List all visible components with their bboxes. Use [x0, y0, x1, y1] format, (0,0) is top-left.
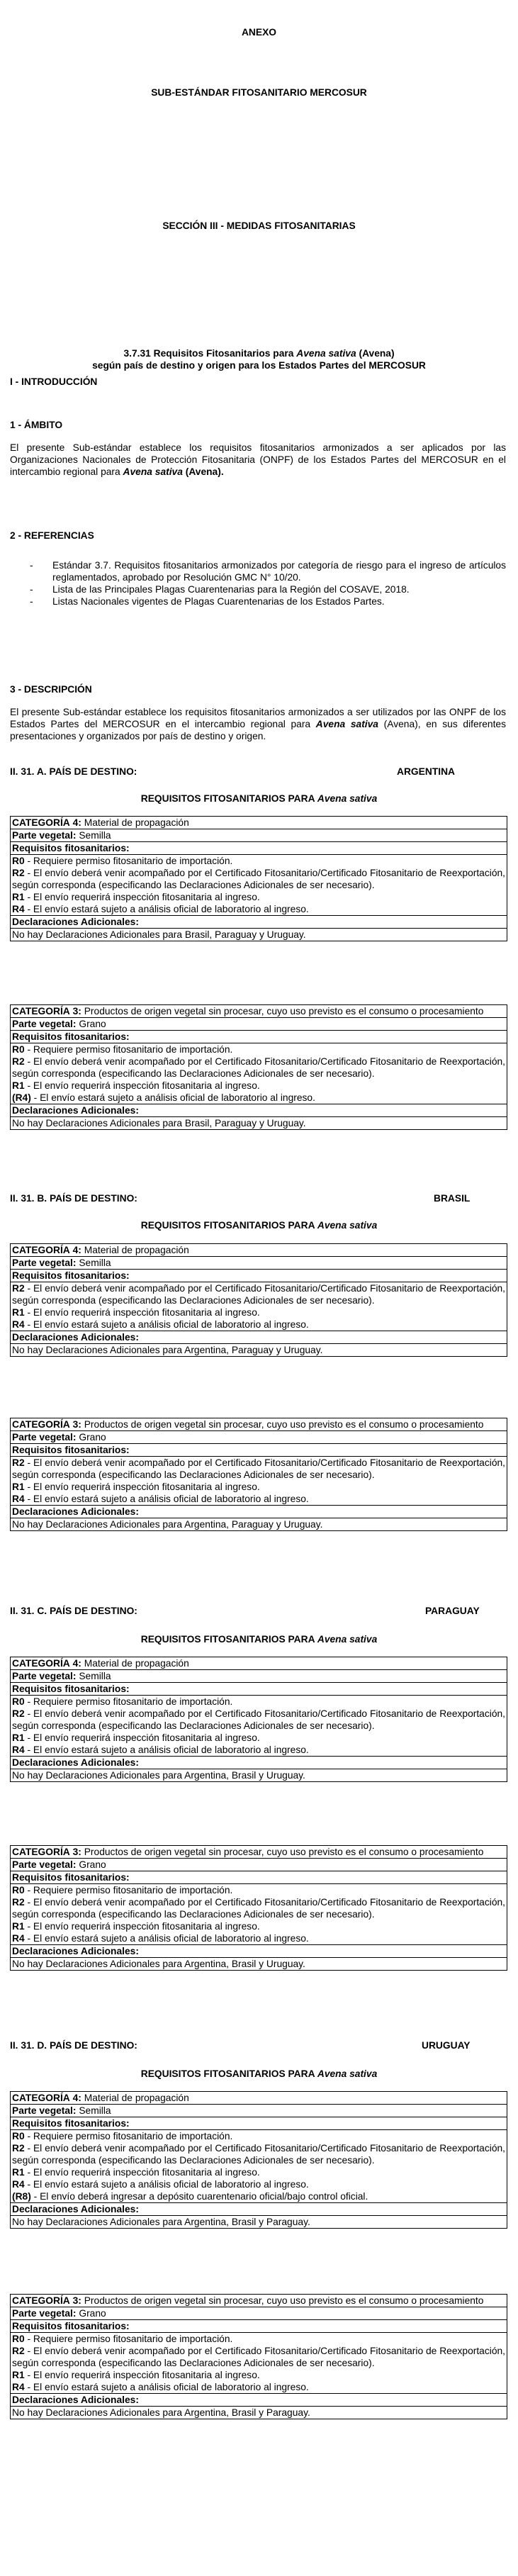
plant-part-label: Parte vegetal: — [12, 1432, 77, 1443]
plant-part-label: Parte vegetal: — [12, 830, 77, 841]
list-item — [12, 1282, 505, 1306]
descripcion-heading: 3 - DESCRIPCIÓN — [10, 684, 92, 695]
additional-declarations-label-row — [11, 916, 507, 929]
additional-declarations-label: Declaraciones Adicionales: — [12, 1332, 139, 1343]
category-number: 3: — [72, 1419, 81, 1430]
requirement-text: - El envío deberá venir acompañado por el Certificado Fitosanitario/Certificado Fitosanitario de Reexportación, según corresponda (especificando las Declaraciones Adicionales de ser necesario). — [12, 1897, 505, 1920]
requirement-code: R2 — [12, 2143, 25, 2154]
anexo-heading: ANEXO — [241, 27, 277, 38]
plant-part-row — [11, 1670, 507, 1683]
descripcion-paragraph — [10, 706, 506, 742]
plant-part-value: Semilla — [79, 2105, 111, 2116]
requirement-text: - Requiere permiso fitosanitario de importación. — [24, 2131, 233, 2141]
requirements-title-prefix: REQUISITOS FITOSANITARIOS PARA — [140, 793, 317, 804]
list-item — [12, 1306, 505, 1318]
list-item — [12, 1080, 505, 1092]
list-item — [12, 1493, 505, 1505]
referencia-1: Estándar 3.7. Requisitos fitosanitarios armonizados por categoría de riesgo para el ingreso de artículos reglamentados, aprobado por Resolución GMC N° 10/20. — [52, 560, 506, 583]
additional-declarations-row — [11, 1117, 507, 1129]
plant-part-label: Parte vegetal: — [12, 1859, 77, 1870]
requirements-title-prefix: REQUISITOS FITOSANITARIOS PARA — [140, 1634, 317, 1645]
requirements-title-prefix: REQUISITOS FITOSANITARIOS PARA — [140, 2068, 317, 2079]
list-item — [12, 1318, 505, 1331]
destination-country: BRASIL — [434, 1193, 471, 1204]
requirements-label-row — [11, 1683, 507, 1696]
requirement-code: R2 — [12, 2346, 25, 2356]
requirement-text: - Requiere permiso fitosanitario de importación. — [24, 856, 233, 866]
category-row — [11, 1244, 507, 1257]
plant-part-label: Parte vegetal: — [12, 1019, 77, 1029]
category-label: CATEGORÍA — [12, 1245, 70, 1255]
requirement-text: - El envío estará sujeto a análisis oficial de laboratorio al ingreso. — [30, 1092, 315, 1103]
requirements-list-row — [11, 1457, 507, 1506]
list-item — [12, 2345, 505, 2369]
ambito-text-end: (Avena). — [182, 466, 224, 477]
requirement-text: - El envío requerirá inspección fitosanitaria al ingreso. — [24, 2370, 260, 2380]
list-item — [12, 1481, 505, 1493]
requirements-table — [10, 816, 507, 941]
destination-country: URUGUAY — [422, 2040, 471, 2051]
category-text: Productos de origen vegetal sin procesar, cuyo uso previsto es el consumo o procesamiento — [84, 2295, 484, 2306]
requirement-text: - Requiere permiso fitosanitario de importación. — [24, 2334, 233, 2344]
additional-declarations-label-row — [11, 2203, 507, 2216]
additional-declarations-label-row — [11, 1104, 507, 1117]
requirement-code: R4 — [12, 2179, 25, 2190]
requirements-label-row — [11, 1270, 507, 1282]
plant-part-value: Grano — [79, 1432, 106, 1443]
requirement-text: - El envío requerirá inspección fitosanitaria al ingreso. — [24, 1482, 260, 1492]
additional-declarations-text: No hay Declaraciones Adicionales para Brasil, Paraguay y Uruguay. — [12, 1118, 306, 1129]
plant-part-value: Semilla — [79, 1258, 111, 1268]
requirement-text: - El envío estará sujeto a análisis oficial de laboratorio al ingreso. — [24, 2382, 309, 2392]
requirements-list-row — [11, 1884, 507, 1945]
requirements-title — [0, 2068, 518, 2080]
category-row — [11, 2092, 507, 2105]
additional-declarations-label-row — [11, 1945, 507, 1958]
requirement-code: R1 — [12, 2167, 25, 2178]
requirements-list-row — [11, 855, 507, 916]
document-subtitle: SUB-ESTÁNDAR FITOSANITARIO MERCOSUR — [151, 87, 367, 98]
list-item — [12, 2190, 505, 2202]
category-row — [11, 1005, 507, 1018]
additional-declarations-label: Declaraciones Adicionales: — [12, 917, 139, 927]
list-item — [12, 903, 505, 915]
requirement-text: - El envío deberá venir acompañado por el Certificado Fitosanitario/Certificado Fitosanitario de Reexportación, según corresponda (especificando las Declaraciones Adicionales de ser necesario). — [12, 1708, 505, 1731]
category-text: Productos de origen vegetal sin procesar, cuyo uso previsto es el consumo o procesamiento — [84, 1419, 484, 1430]
plant-part-row — [11, 1018, 507, 1031]
additional-declarations-text: No hay Declaraciones Adicionales para Argentina, Brasil y Paraguay. — [12, 2407, 310, 2418]
additional-declarations-label-row — [11, 2394, 507, 2407]
requirement-text: - El envío deberá venir acompañado por el Certificado Fitosanitario/Certificado Fitosanitario de Reexportación, según corresponda (especificando las Declaraciones Adicionales de ser necesario). — [12, 1283, 505, 1306]
list-item — [12, 855, 505, 867]
category-number: 4: — [72, 817, 81, 828]
category-number: 3: — [72, 1006, 81, 1017]
plant-part-value: Grano — [79, 1859, 106, 1870]
plant-part-value: Grano — [79, 1019, 106, 1029]
requirement-text: - El envío estará sujeto a análisis oficial de laboratorio al ingreso. — [24, 1494, 309, 1504]
requirement-text: - El envío requerirá inspección fitosanitaria al ingreso. — [24, 892, 260, 902]
requirement-code: (R8) — [12, 2191, 31, 2202]
additional-declarations-label-row — [11, 1757, 507, 1769]
requirement-code: R1 — [12, 1080, 25, 1091]
document-title-line2: según país de destino y origen para los Estados Partes del MERCOSUR — [92, 360, 426, 371]
list-item — [12, 1696, 505, 1708]
title-species: Avena sativa — [296, 348, 356, 359]
requirement-code: R4 — [12, 2382, 25, 2392]
additional-declarations-label: Declaraciones Adicionales: — [12, 1946, 139, 1956]
descripcion-text-end: (Avena), en sus diferentes presentaciones y organizados por país de destino y origen. — [10, 719, 506, 741]
list-item: - Estándar 3.7. Requisitos fitosanitarios armonizados por categoría de riesgo para el ingreso de artículos reglamentados, aprobado por Resolución GMC N° 10/20. — [30, 560, 506, 583]
list-item — [12, 2166, 505, 2178]
plant-part-row — [11, 2105, 507, 2117]
requirements-title-species: Avena sativa — [317, 2068, 378, 2079]
requirement-text: - El envío deberá venir acompañado por el Certificado Fitosanitario/Certificado Fitosanitario de Reexportación, según corresponda (especificando las Declaraciones Adicionales de ser necesario). — [12, 2143, 505, 2166]
requirements-title-species: Avena sativa — [317, 1220, 378, 1231]
category-number: 3: — [72, 2295, 81, 2306]
requirements-table — [10, 1418, 507, 1531]
list-item — [12, 1092, 505, 1104]
requirements-label-row — [11, 1871, 507, 1884]
destination-label: II. 31. D. PAÍS DE DESTINO: — [10, 2040, 137, 2051]
list-item — [12, 2369, 505, 2381]
requirements-list-row — [11, 1282, 507, 1331]
requirement-text: - El envío estará sujeto a análisis oficial de laboratorio al ingreso. — [24, 1933, 309, 1944]
category-number: 4: — [72, 2093, 81, 2103]
plant-part-row — [11, 1257, 507, 1270]
requirements-table — [10, 2091, 507, 2229]
requirements-label-row — [11, 1444, 507, 1457]
plant-part-label: Parte vegetal: — [12, 2105, 77, 2116]
descripcion-species: Avena sativa — [315, 719, 378, 729]
ambito-species: Avena sativa — [123, 466, 183, 477]
referencias-heading: 2 - REFERENCIAS — [10, 530, 94, 541]
requirement-code: R0 — [12, 2334, 25, 2344]
list-item — [12, 1932, 505, 1944]
additional-declarations-label: Declaraciones Adicionales: — [12, 1506, 139, 1517]
category-label: CATEGORÍA — [12, 817, 70, 828]
requirement-text: - El envío estará sujeto a análisis oficial de laboratorio al ingreso. — [24, 904, 309, 914]
list-item — [12, 1043, 505, 1055]
category-label: CATEGORÍA — [12, 1658, 70, 1669]
additional-declarations-text: No hay Declaraciones Adicionales para Argentina, Brasil y Uruguay. — [12, 1959, 305, 1969]
category-text: Material de propagación — [84, 1658, 189, 1669]
requirement-text: - El envío estará sujeto a análisis oficial de laboratorio al ingreso. — [24, 1319, 309, 1330]
list-item — [12, 2178, 505, 2190]
category-row — [11, 1846, 507, 1859]
requirement-code: R0 — [12, 1696, 25, 1707]
requirements-title — [0, 793, 518, 805]
requirement-code: R1 — [12, 1482, 25, 1492]
requirements-label: Requisitos fitosanitarios: — [12, 1445, 130, 1455]
requirements-table — [10, 1657, 507, 1782]
requirement-text: - El envío deberá venir acompañado por el Certificado Fitosanitario/Certificado Fitosanitario de Reexportación, según corresponda (especificando las Declaraciones Adicionales de ser necesario). — [12, 1056, 505, 1079]
plant-part-row — [11, 1859, 507, 1871]
requirement-code: R4 — [12, 1745, 25, 1755]
list-item — [12, 2142, 505, 2166]
requirement-text: - Requiere permiso fitosanitario de importación. — [24, 1885, 233, 1895]
additional-declarations-row — [11, 1518, 507, 1530]
requirement-text: - El envío estará sujeto a análisis oficial de laboratorio al ingreso. — [24, 1745, 309, 1755]
ambito-heading: 1 - ÁMBITO — [10, 420, 63, 430]
plant-part-row — [11, 1431, 507, 1444]
requirements-label: Requisitos fitosanitarios: — [12, 1872, 130, 1883]
requirements-label: Requisitos fitosanitarios: — [12, 2321, 130, 2331]
plant-part-value: Semilla — [79, 1671, 111, 1681]
requirement-text: - El envío deberá venir acompañado por el Certificado Fitosanitario/Certificado Fitosanitario de Reexportación, según corresponda (especificando las Declaraciones Adicionales de ser necesario). — [12, 868, 505, 890]
destination-country: PARAGUAY — [425, 1606, 480, 1616]
requirements-label: Requisitos fitosanitarios: — [12, 1270, 130, 1281]
plant-part-value: Semilla — [79, 830, 111, 841]
requirement-code: R1 — [12, 2370, 25, 2380]
requirement-code: R0 — [12, 1044, 25, 1055]
ambito-text: El presente Sub-estándar establece los requisitos fitosanitarios armonizados a ser aplicados por las Organizaciones Nacionales de Protección Fitosanitaria (ONPF) de los Estados Partes del MERCOSUR en el intercambio regional para — [10, 442, 506, 477]
category-label: CATEGORÍA — [12, 1847, 70, 1857]
destination-country: ARGENTINA — [397, 766, 456, 777]
requirement-text: - Requiere permiso fitosanitario de importación. — [24, 1044, 233, 1055]
additional-declarations-label-row — [11, 1506, 507, 1518]
requirements-table — [10, 1004, 507, 1130]
list-item — [12, 891, 505, 903]
additional-declarations-text: No hay Declaraciones Adicionales para Brasil, Paraguay y Uruguay. — [12, 929, 306, 940]
requirement-text: - El envío deberá venir acompañado por el Certificado Fitosanitario/Certificado Fitosanitario de Reexportación, según corresponda (especificando las Declaraciones Adicionales de ser necesario). — [12, 2346, 505, 2368]
requirements-title-prefix: REQUISITOS FITOSANITARIOS PARA — [140, 1220, 317, 1231]
category-text: Material de propagación — [84, 2093, 189, 2103]
category-text: Material de propagación — [84, 817, 189, 828]
list-item — [12, 1055, 505, 1080]
requirement-text: - El envío deberá ingresar a depósito cuarentenario oficial/bajo control oficial. — [30, 2191, 368, 2202]
requirement-code: R4 — [12, 1319, 25, 1330]
requirement-code: R1 — [12, 1307, 25, 1318]
plant-part-value: Grano — [79, 2308, 106, 2319]
list-item — [12, 2381, 505, 2393]
requirements-label: Requisitos fitosanitarios: — [12, 843, 130, 853]
category-label: CATEGORÍA — [12, 1419, 70, 1430]
requirements-list-row — [11, 1043, 507, 1104]
list-item — [12, 1744, 505, 1756]
category-label: CATEGORÍA — [12, 2093, 70, 2103]
requirements-list-row — [11, 2130, 507, 2203]
list-item: - Listas Nacionales vigentes de Plagas Cuarentenarias de los Estados Partes. — [30, 596, 385, 607]
requirement-code: R4 — [12, 904, 25, 914]
requirement-text: - Requiere permiso fitosanitario de importación. — [24, 1696, 233, 1707]
requirements-label-row — [11, 2117, 507, 2130]
additional-declarations-label: Declaraciones Adicionales: — [12, 2204, 139, 2214]
category-row — [11, 2295, 507, 2307]
additional-declarations-label: Declaraciones Adicionales: — [12, 1757, 139, 1768]
requirements-label: Requisitos fitosanitarios: — [12, 1031, 130, 1042]
list-item — [12, 1896, 505, 1920]
category-row — [11, 1418, 507, 1431]
plant-part-label: Parte vegetal: — [12, 1671, 77, 1681]
requirements-table — [10, 2294, 507, 2419]
destination-label: II. 31. B. PAÍS DE DESTINO: — [10, 1193, 137, 1204]
requirements-label: Requisitos fitosanitarios: — [12, 1684, 130, 1694]
list-item — [12, 1884, 505, 1896]
additional-declarations-label-row — [11, 1331, 507, 1344]
intro-heading: I - INTRODUCCIÓN — [10, 376, 98, 387]
document-title — [0, 347, 518, 359]
requirement-code: R2 — [12, 1457, 25, 1468]
destination-label: II. 31. A. PAÍS DE DESTINO: — [10, 766, 137, 777]
category-text: Productos de origen vegetal sin procesar, cuyo uso previsto es el consumo o procesamiento — [84, 1006, 484, 1017]
requirement-code: R0 — [12, 1885, 25, 1895]
requirement-code: R0 — [12, 2131, 25, 2141]
additional-declarations-row — [11, 2407, 507, 2419]
referencia-3: Listas Nacionales vigentes de Plagas Cuarentenarias de los Estados Partes. — [52, 596, 385, 607]
plant-part-row — [11, 2307, 507, 2320]
additional-declarations-row — [11, 1958, 507, 1970]
list-item — [12, 1708, 505, 1732]
category-number: 4: — [72, 1245, 81, 1255]
list-item — [12, 1457, 505, 1481]
title-suffix: (Avena) — [356, 348, 395, 359]
category-label: CATEGORÍA — [12, 2295, 70, 2306]
section-heading: SECCIÓN III - MEDIDAS FITOSANITARIAS — [162, 220, 356, 231]
requirements-label: Requisitos fitosanitarios: — [12, 2118, 130, 2129]
requirement-code: R2 — [12, 1056, 25, 1067]
additional-declarations-row — [11, 1769, 507, 1781]
requirement-code: R2 — [12, 1283, 25, 1294]
category-row — [11, 817, 507, 829]
requirements-list-row — [11, 2333, 507, 2394]
requirements-table — [10, 1845, 507, 1971]
category-row — [11, 1657, 507, 1670]
requirement-text: - El envío deberá venir acompañado por el Certificado Fitosanitario/Certificado Fitosanitario de Reexportación, según corresponda (especificando las Declaraciones Adicionales de ser necesario). — [12, 1457, 505, 1480]
title-prefix: 3.7.31 Requisitos Fitosanitarios para — [123, 348, 297, 359]
requirement-code: R1 — [12, 1732, 25, 1743]
requirement-text: - El envío estará sujeto a análisis oficial de laboratorio al ingreso. — [24, 2179, 309, 2190]
requirements-title — [0, 1219, 518, 1231]
requirements-title — [0, 1633, 518, 1645]
ambito-paragraph — [10, 442, 506, 478]
requirement-code: R4 — [12, 1933, 25, 1944]
requirement-text: - El envío requerirá inspección fitosanitaria al ingreso. — [24, 1080, 260, 1091]
category-label: CATEGORÍA — [12, 1006, 70, 1017]
requirement-text: - El envío requerirá inspección fitosanitaria al ingreso. — [24, 1307, 260, 1318]
list-item — [12, 1732, 505, 1744]
requirements-table — [10, 1243, 507, 1357]
requirement-code: R0 — [12, 856, 25, 866]
list-item — [12, 867, 505, 891]
category-number: 4: — [72, 1658, 81, 1669]
additional-declarations-row — [11, 2216, 507, 2228]
list-item — [12, 2130, 505, 2142]
requirements-title-species: Avena sativa — [317, 793, 378, 804]
additional-declarations-row — [11, 1344, 507, 1356]
requirements-label-row — [11, 1031, 507, 1043]
category-number: 3: — [72, 1847, 81, 1857]
requirements-list-row — [11, 1696, 507, 1757]
plant-part-label: Parte vegetal: — [12, 1258, 77, 1268]
requirement-text: - El envío requerirá inspección fitosanitaria al ingreso. — [24, 2167, 260, 2178]
requirement-text: - El envío requerirá inspección fitosanitaria al ingreso. — [24, 1921, 260, 1932]
requirement-code: R1 — [12, 1921, 25, 1932]
requirement-code: (R4) — [12, 1092, 31, 1103]
additional-declarations-text: No hay Declaraciones Adicionales para Argentina, Paraguay y Uruguay. — [12, 1519, 323, 1530]
category-text: Material de propagación — [84, 1245, 189, 1255]
requirement-code: R2 — [12, 1708, 25, 1719]
category-text: Productos de origen vegetal sin procesar, cuyo uso previsto es el consumo o procesamiento — [84, 1847, 484, 1857]
additional-declarations-label: Declaraciones Adicionales: — [12, 2395, 139, 2405]
requirement-code: R4 — [12, 1494, 25, 1504]
requirements-label-row — [11, 2320, 507, 2333]
plant-part-row — [11, 829, 507, 842]
requirement-code: R2 — [12, 868, 25, 878]
descripcion-text: El presente Sub-estándar establece los requisitos fitosanitarios armonizados a ser utilizados por las ONPF de los Estados Partes del MERCOSUR en el intercambio regional para — [10, 707, 506, 729]
additional-declarations-label: Declaraciones Adicionales: — [12, 1105, 139, 1116]
requirement-text: - El envío requerirá inspección fitosanitaria al ingreso. — [24, 1732, 260, 1743]
additional-declarations-text: No hay Declaraciones Adicionales para Argentina, Brasil y Uruguay. — [12, 1770, 305, 1781]
additional-declarations-text: No hay Declaraciones Adicionales para Argentina, Paraguay y Uruguay. — [12, 1345, 323, 1355]
list-item: - Lista de las Principales Plagas Cuarentenarias para la Región del COSAVE, 2018. — [30, 584, 410, 595]
requirement-code: R2 — [12, 1897, 25, 1908]
list-item — [12, 2333, 505, 2345]
referencias-list — [30, 559, 506, 607]
requirements-label-row — [11, 842, 507, 855]
referencia-2: Lista de las Principales Plagas Cuarentenarias para la Región del COSAVE, 2018. — [52, 584, 410, 595]
additional-declarations-text: No hay Declaraciones Adicionales para Argentina, Brasil y Paraguay. — [12, 2217, 310, 2227]
additional-declarations-row — [11, 929, 507, 941]
destination-label: II. 31. C. PAÍS DE DESTINO: — [10, 1606, 137, 1616]
requirement-code: R1 — [12, 892, 25, 902]
requirements-title-species: Avena sativa — [317, 1634, 378, 1645]
list-item — [12, 1920, 505, 1932]
plant-part-label: Parte vegetal: — [12, 2308, 77, 2319]
